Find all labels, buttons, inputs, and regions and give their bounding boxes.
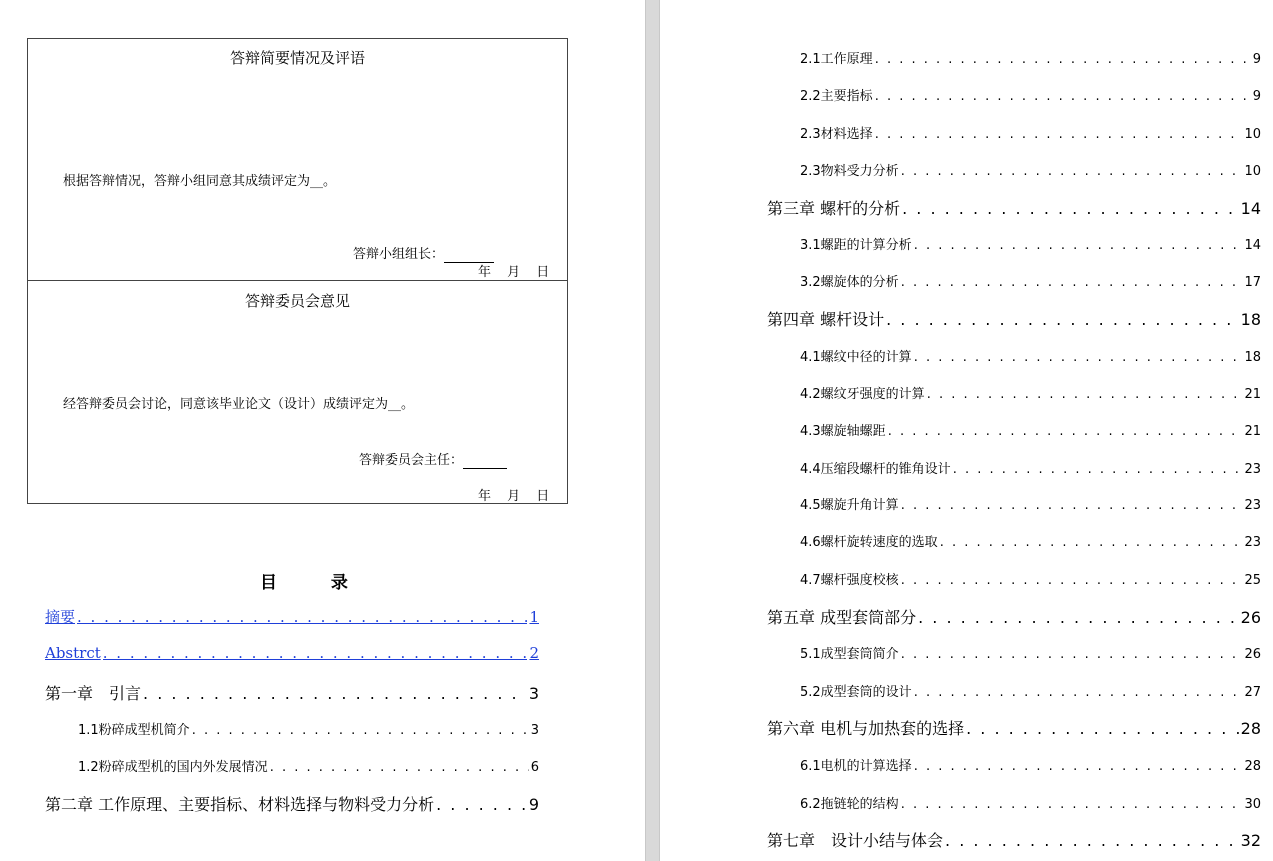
toc-entry-title: Abstrct (45, 644, 101, 662)
toc-entry-page: 14 (1244, 238, 1261, 253)
toc-entry-page: 10 (1244, 127, 1261, 142)
toc-entry-title: 4.2螺纹牙强度的计算 (800, 387, 925, 402)
toc-entry-page: 25 (1244, 573, 1261, 588)
group-leader-signature (353, 243, 494, 263)
toc-entry-section[interactable] (800, 458, 1261, 477)
toc-entry-section[interactable] (800, 643, 1261, 662)
committee-chair-label: 答辩委员会主任： (359, 453, 464, 468)
toc-entry-section[interactable] (800, 494, 1261, 513)
committee-opinion-box (27, 280, 568, 504)
toc-leader (914, 685, 1243, 700)
toc-entry-section[interactable] (800, 346, 1261, 365)
toc-entry-section[interactable] (800, 48, 1261, 67)
toc-leader (901, 498, 1243, 513)
toc-entry-page: 23 (1244, 498, 1261, 513)
toc-leader (901, 275, 1243, 290)
toc-entry-title: 6.1电机的计算选择 (800, 759, 912, 774)
toc-leader (192, 723, 529, 738)
toc-entry-page: 27 (1244, 685, 1261, 700)
defense-summary-date: 年 月 日 (478, 265, 556, 280)
committee-opinion-date: 年 月 日 (478, 489, 556, 504)
toc-entry-title: 6.2拖链轮的结构 (800, 797, 899, 812)
toc-entry-1-2[interactable] (78, 756, 539, 775)
toc-entry-title: 4.7螺杆强度校核 (800, 573, 899, 588)
toc-entry-chapter[interactable] (767, 605, 1261, 628)
toc-entry-section[interactable] (800, 123, 1261, 142)
toc-entry-section[interactable] (800, 420, 1261, 439)
toc-entry-chapter-2[interactable] (45, 792, 539, 815)
toc-entry-title: 1.1粉碎成型机简介 (78, 723, 190, 738)
committee-chair-blank (463, 453, 507, 469)
toc-entry-title: 第一章 引言 (45, 684, 142, 703)
toc-entry-title: 3.1螺距的计算分析 (800, 238, 912, 253)
toc-entry-page: 14 (1240, 199, 1261, 218)
toc-entry-chapter-1[interactable] (45, 681, 539, 704)
toc-leader (914, 759, 1243, 774)
toc-entry-section[interactable] (800, 681, 1261, 700)
toc-entry-page: 6 (530, 760, 539, 775)
toc-entry-section[interactable] (800, 755, 1261, 774)
committee-opinion-title: 答辩委员会意见 (244, 292, 350, 310)
toc-leader (77, 608, 527, 626)
toc-entry-page: 17 (1244, 275, 1261, 290)
toc-entry-chapter[interactable] (767, 196, 1261, 219)
defense-summary-box (27, 38, 568, 281)
toc-entry-title: 2.2主要指标 (800, 89, 873, 104)
toc-entry-page: 30 (1244, 797, 1261, 812)
toc-leader (940, 535, 1243, 550)
toc-entry-section[interactable] (800, 271, 1261, 290)
toc-leader (888, 424, 1243, 439)
toc-leader (103, 644, 528, 662)
toc-leader (927, 387, 1243, 402)
toc-entry-title: 第六章 电机与加热套的选择 (767, 719, 965, 738)
toc-leader (875, 89, 1251, 104)
toc-leader (875, 127, 1243, 142)
toc-leader (914, 350, 1243, 365)
toc-entry-section[interactable] (800, 793, 1261, 812)
toc-entry-title: 5.1成型套筒简介 (800, 647, 899, 662)
toc-entry-title: 第三章 螺杆的分析 (767, 199, 901, 218)
toc-entry-chapter[interactable] (767, 307, 1261, 330)
toc-entry-section[interactable] (800, 531, 1261, 550)
toc-entry-chapter[interactable] (767, 828, 1261, 851)
toc-entry-title: 4.6螺杆旋转速度的选取 (800, 535, 938, 550)
toc-leader (901, 797, 1243, 812)
toc-leader (901, 164, 1243, 179)
toc-entry-page: 26 (1244, 647, 1261, 662)
toc-entry-title: 第七章 设计小结与体会 (767, 831, 944, 850)
toc-entry-page: 9 (528, 795, 539, 814)
toc-entry-abstract-en[interactable] (45, 644, 539, 662)
toc-entry-title: 第二章 工作原理、主要指标、材料选择与物料受力分析 (45, 795, 435, 814)
toc-entry-page: 28 (1240, 719, 1261, 738)
toc-entry-section[interactable] (800, 383, 1261, 402)
toc-entry-title: 4.4压缩段螺杆的锥角设计 (800, 462, 951, 477)
toc-entry-title: 1.2粉碎成型机的国内外发展情况 (78, 760, 268, 775)
page-gutter (645, 0, 660, 861)
toc-entry-title: 摘要 (45, 608, 76, 626)
toc-entry-page: 3 (528, 684, 539, 703)
toc-leader (914, 238, 1243, 253)
toc-entry-page: 18 (1240, 310, 1261, 329)
right-page (660, 0, 1273, 861)
toc-entry-page: 2 (529, 644, 539, 662)
committee-opinion-text: 经答辩委员会讨论，同意该毕业论文（设计）成绩评定为__。 (63, 397, 415, 412)
toc-entry-page: 3 (530, 723, 539, 738)
toc-entry-section[interactable] (800, 234, 1261, 253)
toc-leader (436, 795, 527, 814)
toc-leader (953, 462, 1243, 477)
toc-leader (143, 684, 527, 703)
toc-leader (902, 199, 1239, 218)
toc-leader (901, 573, 1243, 588)
toc-leader (945, 831, 1239, 850)
toc-entry-page: 18 (1244, 350, 1261, 365)
toc-entry-1-1[interactable] (78, 719, 539, 738)
toc-entry-title: 2.3物料受力分析 (800, 164, 899, 179)
toc-entry-abstract-cn[interactable] (45, 606, 539, 627)
group-leader-label: 答辩小组组长： (353, 247, 445, 262)
toc-entry-title: 4.1螺纹中径的计算 (800, 350, 912, 365)
defense-summary-title: 答辩简要情况及评语 (229, 49, 365, 67)
toc-leader (918, 608, 1239, 627)
toc-entry-page: 26 (1240, 608, 1261, 627)
toc-heading: 目 录 (260, 573, 372, 593)
toc-leader (966, 719, 1239, 738)
toc-leader (875, 52, 1251, 67)
toc-entry-chapter[interactable] (767, 716, 1261, 739)
defense-summary-text: 根据答辩情况，答辩小组同意其成绩评定为__。 (63, 174, 337, 189)
toc-entry-title: 5.2成型套筒的设计 (800, 685, 912, 700)
toc-leader (886, 310, 1239, 329)
toc-entry-page: 21 (1244, 387, 1261, 402)
toc-entry-title: 3.2螺旋体的分析 (800, 275, 899, 290)
toc-entry-page: 9 (1252, 52, 1261, 67)
toc-entry-title: 第五章 成型套筒部分 (767, 608, 917, 627)
toc-entry-page: 10 (1244, 164, 1261, 179)
toc-entry-page: 21 (1244, 424, 1261, 439)
toc-entry-title: 第四章 螺杆设计 (767, 310, 885, 329)
toc-entry-page: 23 (1244, 535, 1261, 550)
toc-entry-page: 23 (1244, 462, 1261, 477)
toc-entry-title: 4.3螺旋轴螺距 (800, 424, 886, 439)
toc-entry-title: 4.5螺旋升角计算 (800, 498, 899, 513)
committee-chair-signature (359, 449, 507, 469)
toc-leader (270, 760, 529, 775)
toc-entry-title: 2.1工作原理 (800, 52, 873, 67)
toc-entry-section[interactable] (800, 85, 1261, 104)
toc-entry-page: 1 (529, 608, 539, 626)
toc-entry-section[interactable] (800, 569, 1261, 588)
toc-entry-page: 28 (1244, 759, 1261, 774)
toc-entry-page: 9 (1252, 89, 1261, 104)
toc-leader (901, 647, 1243, 662)
toc-entry-title: 2.3材料选择 (800, 127, 873, 142)
toc-entry-page: 32 (1240, 831, 1261, 850)
toc-entry-section[interactable] (800, 160, 1261, 179)
